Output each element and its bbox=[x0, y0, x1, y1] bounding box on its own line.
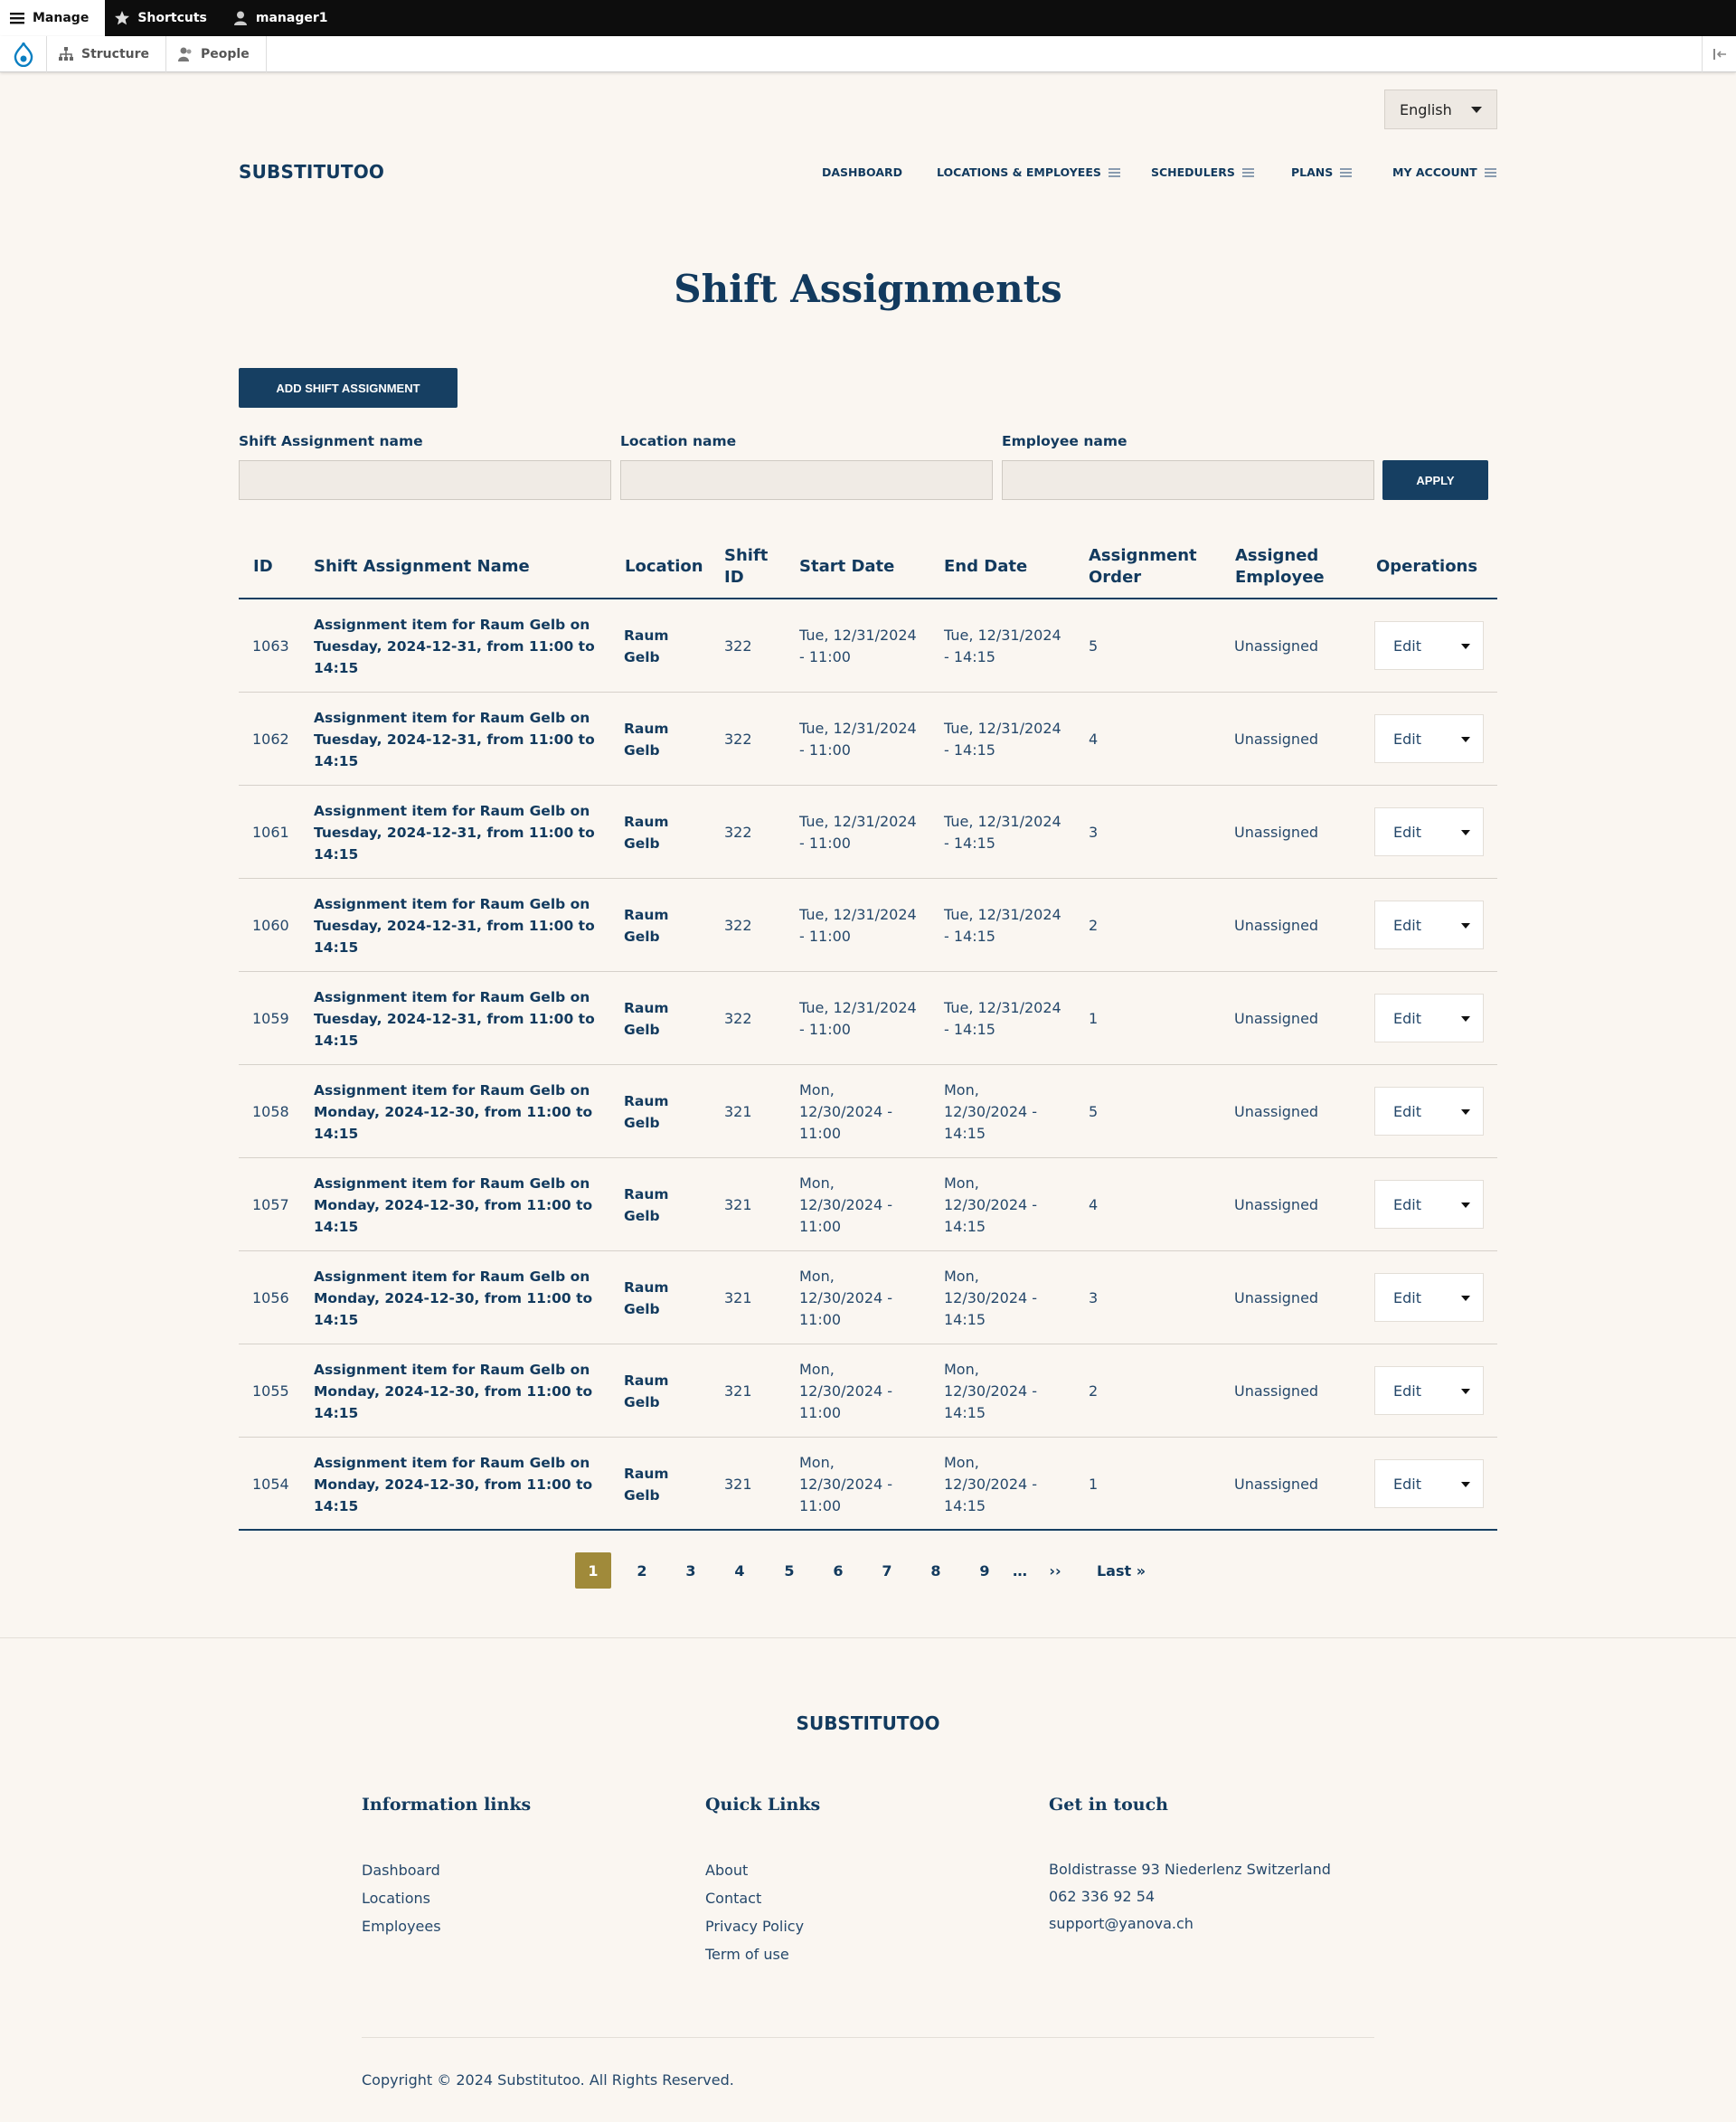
tray-structure-label: Structure bbox=[81, 46, 150, 61]
nav-item-plans[interactable] bbox=[1291, 165, 1352, 179]
cell-id: 1058 bbox=[252, 1102, 289, 1120]
nav-item-locations-employees[interactable] bbox=[937, 165, 1120, 179]
footer-link-locations[interactable]: Locations bbox=[362, 1890, 431, 1907]
footer-link-terms[interactable]: Term of use bbox=[705, 1946, 789, 1963]
nav-label: SCHEDULERS bbox=[1151, 165, 1235, 179]
cell-end-date: Tue, 12/31/2024 - 14:15 bbox=[944, 905, 1061, 945]
cell-id: 1054 bbox=[252, 1475, 289, 1493]
edit-dropbutton[interactable] bbox=[1374, 1180, 1484, 1229]
cell-assignment-order: 5 bbox=[1089, 1102, 1099, 1120]
cell-name[interactable]: Assignment item for Raum Gelb on Tuesday, 2024-12-31, from 11:00 to 14:15 bbox=[314, 709, 595, 769]
cell-end-date: Mon, 12/30/2024 - 14:15 bbox=[944, 1080, 1038, 1142]
language-select-value: English bbox=[1400, 100, 1452, 118]
footer-link-employees[interactable]: Employees bbox=[362, 1918, 441, 1935]
toolbar-shortcuts-label: Shortcuts bbox=[137, 11, 207, 25]
pager-item[interactable]: 4 bbox=[734, 1561, 745, 1580]
edit-dropbutton[interactable] bbox=[1374, 807, 1484, 856]
cell-shift-id: 322 bbox=[724, 1009, 752, 1027]
pager-item[interactable]: 5 bbox=[784, 1561, 795, 1580]
pager-item[interactable]: 2 bbox=[637, 1561, 647, 1580]
pager-ellipsis: … bbox=[1013, 1561, 1027, 1580]
cell-end-date: Mon, 12/30/2024 - 14:15 bbox=[944, 1360, 1038, 1421]
cell-assigned-employee: Unassigned bbox=[1234, 916, 1319, 934]
nav-item-my-account[interactable] bbox=[1392, 165, 1496, 179]
collapse-tray-icon[interactable] bbox=[1702, 36, 1736, 72]
cell-location[interactable]: Raum Gelb bbox=[624, 1278, 669, 1317]
cell-assigned-employee: Unassigned bbox=[1234, 1288, 1319, 1306]
edit-button-label: Edit bbox=[1393, 637, 1421, 655]
table-row bbox=[239, 1251, 1497, 1344]
tray-people-label: People bbox=[201, 46, 250, 61]
user-icon bbox=[232, 10, 249, 26]
edit-button-label: Edit bbox=[1393, 1475, 1421, 1493]
cell-name[interactable]: Assignment item for Raum Gelb on Monday, 2024-12-30, from 11:00 to 14:15 bbox=[314, 1174, 593, 1235]
edit-button-label: Edit bbox=[1393, 1009, 1421, 1027]
cell-location[interactable]: Raum Gelb bbox=[624, 906, 669, 945]
col-location[interactable]: Location bbox=[625, 556, 703, 576]
chevron-down-icon[interactable] bbox=[1461, 830, 1470, 835]
toolbar-manage-label: Manage bbox=[33, 11, 90, 25]
col-name[interactable]: Shift Assignment Name bbox=[314, 556, 530, 576]
footer-link-dashboard[interactable]: Dashboard bbox=[362, 1862, 440, 1879]
nav-label: DASHBOARD bbox=[822, 165, 903, 179]
cell-start-date: Mon, 12/30/2024 - 11:00 bbox=[799, 1267, 893, 1328]
col-start-date[interactable]: Start Date bbox=[799, 556, 895, 576]
cell-assignment-order: 4 bbox=[1089, 730, 1099, 748]
cell-id: 1060 bbox=[252, 916, 289, 934]
cell-id: 1056 bbox=[252, 1288, 289, 1306]
table-body bbox=[239, 599, 1497, 1531]
edit-button-label: Edit bbox=[1393, 730, 1421, 748]
admin-toolbar bbox=[0, 0, 1736, 36]
chevron-down-icon[interactable] bbox=[1461, 1296, 1470, 1301]
edit-button-label: Edit bbox=[1393, 916, 1421, 934]
cell-end-date: Mon, 12/30/2024 - 14:15 bbox=[944, 1174, 1038, 1235]
cell-location[interactable]: Raum Gelb bbox=[624, 999, 669, 1038]
pager-next[interactable]: ›› bbox=[1049, 1561, 1061, 1580]
pager-item[interactable]: 8 bbox=[930, 1561, 941, 1580]
toolbar-user[interactable] bbox=[223, 0, 344, 36]
cell-assigned-employee: Unassigned bbox=[1234, 730, 1319, 748]
submenu-icon[interactable] bbox=[1485, 168, 1496, 177]
nav-label: LOCATIONS & EMPLOYEES bbox=[937, 165, 1101, 179]
cell-start-date: Mon, 12/30/2024 - 11:00 bbox=[799, 1453, 893, 1514]
chevron-down-icon[interactable] bbox=[1461, 1109, 1470, 1115]
edit-button-label: Edit bbox=[1393, 1195, 1421, 1213]
edit-button-label: Edit bbox=[1393, 1102, 1421, 1120]
cell-location[interactable]: Raum Gelb bbox=[624, 813, 669, 852]
tray-people[interactable] bbox=[166, 36, 267, 72]
col-id[interactable]: ID bbox=[253, 556, 273, 576]
cell-id: 1059 bbox=[252, 1009, 289, 1027]
cell-shift-id: 322 bbox=[724, 730, 752, 748]
pager-item[interactable]: 9 bbox=[979, 1561, 990, 1580]
cell-assigned-employee: Unassigned bbox=[1234, 1195, 1319, 1213]
cell-id: 1063 bbox=[252, 637, 289, 655]
drupal-logo-icon[interactable] bbox=[0, 36, 47, 72]
edit-dropbutton[interactable] bbox=[1374, 901, 1484, 949]
table-row bbox=[239, 1438, 1497, 1531]
nav-label: PLANS bbox=[1291, 165, 1334, 179]
edit-button-label: Edit bbox=[1393, 1288, 1421, 1306]
cell-shift-id: 321 bbox=[724, 1382, 752, 1400]
site-logo[interactable]: SUBSTITUTOO bbox=[239, 161, 385, 183]
footer-info-title: Information links bbox=[362, 1795, 532, 1815]
star-icon bbox=[114, 10, 130, 26]
footer-logo[interactable]: SUBSTITUTOO bbox=[796, 1712, 940, 1734]
edit-dropbutton[interactable] bbox=[1374, 1087, 1484, 1136]
edit-dropbutton[interactable] bbox=[1374, 621, 1484, 670]
pager bbox=[0, 1552, 1736, 1589]
edit-dropbutton[interactable] bbox=[1374, 1273, 1484, 1322]
table-row bbox=[239, 1344, 1497, 1438]
filter-name-label: Shift Assignment name bbox=[239, 433, 423, 449]
cell-assignment-order: 1 bbox=[1089, 1009, 1099, 1027]
col-shift-id[interactable]: Shift ID bbox=[724, 545, 769, 587]
page-title: Shift Assignments bbox=[674, 267, 1062, 311]
cell-end-date: Mon, 12/30/2024 - 14:15 bbox=[944, 1453, 1038, 1514]
cell-location[interactable]: Raum Gelb bbox=[624, 1092, 669, 1131]
cell-id: 1055 bbox=[252, 1382, 289, 1400]
cell-assigned-employee: Unassigned bbox=[1234, 1102, 1319, 1120]
tray-structure[interactable] bbox=[47, 36, 166, 72]
edit-button-label: Edit bbox=[1393, 1382, 1421, 1400]
submenu-icon[interactable] bbox=[1242, 168, 1254, 177]
cell-end-date: Tue, 12/31/2024 - 14:15 bbox=[944, 719, 1061, 759]
cell-assignment-order: 2 bbox=[1089, 916, 1099, 934]
table-row bbox=[239, 599, 1497, 693]
cell-start-date: Tue, 12/31/2024 - 11:00 bbox=[799, 812, 917, 852]
cell-name[interactable]: Assignment item for Raum Gelb on Tuesday, 2024-12-31, from 11:00 to 14:15 bbox=[314, 616, 595, 676]
cell-start-date: Mon, 12/30/2024 - 11:00 bbox=[799, 1360, 893, 1421]
filter-location-label: Location name bbox=[620, 433, 737, 449]
chevron-down-icon[interactable] bbox=[1461, 1202, 1470, 1208]
cell-assigned-employee: Unassigned bbox=[1234, 637, 1319, 655]
cell-shift-id: 322 bbox=[724, 916, 752, 934]
chevron-down-icon bbox=[1471, 107, 1482, 113]
cell-start-date: Mon, 12/30/2024 - 11:00 bbox=[799, 1080, 893, 1142]
copyright: Copyright © 2024 Substitutoo. All Rights Reserved. bbox=[362, 2071, 734, 2089]
filter-employee-label: Employee name bbox=[1002, 433, 1127, 449]
table-row bbox=[239, 786, 1497, 879]
shift-assignments-table bbox=[239, 533, 1497, 1531]
cell-assignment-order: 3 bbox=[1089, 1288, 1099, 1306]
cell-start-date: Tue, 12/31/2024 - 11:00 bbox=[799, 998, 917, 1038]
cell-location[interactable]: Raum Gelb bbox=[624, 1372, 669, 1410]
footer-contact-title: Get in touch bbox=[1049, 1795, 1168, 1815]
cell-assigned-employee: Unassigned bbox=[1234, 1475, 1319, 1493]
cell-end-date: Tue, 12/31/2024 - 14:15 bbox=[944, 812, 1061, 852]
cell-end-date: Mon, 12/30/2024 - 14:15 bbox=[944, 1267, 1038, 1328]
cell-shift-id: 322 bbox=[724, 637, 752, 655]
cell-assigned-employee: Unassigned bbox=[1234, 1009, 1319, 1027]
table-row bbox=[239, 1158, 1497, 1251]
toolbar-user-label: manager1 bbox=[255, 11, 328, 25]
edit-dropbutton[interactable] bbox=[1374, 1366, 1484, 1415]
table-row bbox=[239, 1065, 1497, 1158]
filter-employee-input[interactable] bbox=[1002, 460, 1374, 500]
edit-button-label: Edit bbox=[1393, 823, 1421, 841]
people-icon bbox=[177, 46, 193, 62]
footer-divider bbox=[0, 1637, 1736, 1638]
edit-dropbutton[interactable] bbox=[1374, 994, 1484, 1042]
cell-shift-id: 321 bbox=[724, 1288, 752, 1306]
cell-id: 1057 bbox=[252, 1195, 289, 1213]
cell-location[interactable]: Raum Gelb bbox=[624, 1185, 669, 1224]
footer-email[interactable]: support@yanova.ch bbox=[1049, 1915, 1194, 1932]
chevron-down-icon[interactable] bbox=[1461, 737, 1470, 742]
cell-name[interactable]: Assignment item for Raum Gelb on Tuesday, 2024-12-31, from 11:00 to 14:15 bbox=[314, 895, 595, 956]
cell-shift-id: 321 bbox=[724, 1102, 752, 1120]
cell-start-date: Tue, 12/31/2024 - 11:00 bbox=[799, 626, 917, 665]
filter-location-input[interactable] bbox=[620, 460, 993, 500]
chevron-down-icon[interactable] bbox=[1461, 1016, 1470, 1022]
footer-separator bbox=[362, 2037, 1374, 2038]
toolbar-shortcuts[interactable] bbox=[105, 0, 223, 36]
filter-name-input[interactable] bbox=[239, 460, 611, 500]
cell-start-date: Tue, 12/31/2024 - 11:00 bbox=[799, 719, 917, 759]
cell-assigned-employee: Unassigned bbox=[1234, 823, 1319, 841]
footer-address: Boldistrasse 93 Niederlenz Switzerland bbox=[1049, 1861, 1331, 1878]
nav-item-dashboard[interactable] bbox=[822, 165, 902, 179]
col-assignment-order[interactable]: Assignment Order bbox=[1089, 545, 1197, 587]
nav-item-schedulers[interactable] bbox=[1151, 165, 1254, 179]
toolbar-manage[interactable] bbox=[0, 0, 105, 36]
footer-link-privacy[interactable]: Privacy Policy bbox=[705, 1918, 805, 1935]
table-row bbox=[239, 879, 1497, 972]
nav-label: MY ACCOUNT bbox=[1392, 165, 1477, 179]
pager-item[interactable]: 3 bbox=[685, 1561, 696, 1580]
cell-name[interactable]: Assignment item for Raum Gelb on Tuesday, 2024-12-31, from 11:00 to 14:15 bbox=[314, 802, 595, 863]
cell-assignment-order: 3 bbox=[1089, 823, 1099, 841]
pager-item[interactable]: 6 bbox=[833, 1561, 844, 1580]
pager-item-current[interactable]: 1 bbox=[575, 1552, 611, 1589]
cell-assignment-order: 4 bbox=[1089, 1195, 1099, 1213]
submenu-icon[interactable] bbox=[1340, 168, 1352, 177]
cell-shift-id: 321 bbox=[724, 1475, 752, 1493]
cell-assignment-order: 1 bbox=[1089, 1475, 1099, 1493]
table-row bbox=[239, 972, 1497, 1065]
language-select[interactable] bbox=[1384, 90, 1497, 129]
cell-end-date: Tue, 12/31/2024 - 14:15 bbox=[944, 626, 1061, 665]
add-shift-assignment-button[interactable]: ADD SHIFT ASSIGNMENT bbox=[239, 368, 458, 408]
cell-id: 1061 bbox=[252, 823, 289, 841]
cell-id: 1062 bbox=[252, 730, 289, 748]
cell-name[interactable]: Assignment item for Raum Gelb on Monday, 2024-12-30, from 11:00 to 14:15 bbox=[314, 1268, 593, 1328]
chevron-down-icon[interactable] bbox=[1461, 1482, 1470, 1487]
col-assigned-employee[interactable]: Assigned Employee bbox=[1235, 545, 1325, 587]
cell-location[interactable]: Raum Gelb bbox=[624, 627, 669, 665]
cell-shift-id: 322 bbox=[724, 823, 752, 841]
submenu-icon[interactable] bbox=[1109, 168, 1120, 177]
chevron-down-icon[interactable] bbox=[1461, 644, 1470, 649]
col-operations: Operations bbox=[1376, 556, 1478, 576]
table-header bbox=[239, 533, 1497, 599]
footer-phone: 062 336 92 54 bbox=[1049, 1888, 1156, 1905]
edit-dropbutton[interactable] bbox=[1374, 1459, 1484, 1508]
cell-end-date: Tue, 12/31/2024 - 14:15 bbox=[944, 998, 1061, 1038]
pager-last[interactable]: Last » bbox=[1096, 1561, 1146, 1580]
menu-icon bbox=[9, 10, 25, 26]
cell-assignment-order: 5 bbox=[1089, 637, 1099, 655]
footer-quick-title: Quick Links bbox=[705, 1795, 821, 1815]
cell-location[interactable]: Raum Gelb bbox=[624, 1465, 669, 1504]
cell-name[interactable]: Assignment item for Raum Gelb on Tuesday, 2024-12-31, from 11:00 to 14:15 bbox=[314, 988, 595, 1049]
cell-assigned-employee: Unassigned bbox=[1234, 1382, 1319, 1400]
chevron-down-icon[interactable] bbox=[1461, 923, 1470, 929]
cell-name[interactable]: Assignment item for Raum Gelb on Monday, 2024-12-30, from 11:00 to 14:15 bbox=[314, 1361, 593, 1421]
cell-start-date: Tue, 12/31/2024 - 11:00 bbox=[799, 905, 917, 945]
cell-location[interactable]: Raum Gelb bbox=[624, 720, 669, 759]
table-row bbox=[239, 693, 1497, 786]
structure-icon bbox=[58, 46, 74, 62]
footer-link-contact[interactable]: Contact bbox=[705, 1890, 762, 1907]
cell-name[interactable]: Assignment item for Raum Gelb on Monday, 2024-12-30, from 11:00 to 14:15 bbox=[314, 1081, 593, 1142]
cell-shift-id: 321 bbox=[724, 1195, 752, 1213]
col-end-date[interactable]: End Date bbox=[944, 556, 1028, 576]
cell-start-date: Mon, 12/30/2024 - 11:00 bbox=[799, 1174, 893, 1235]
chevron-down-icon[interactable] bbox=[1461, 1389, 1470, 1394]
cell-assignment-order: 2 bbox=[1089, 1382, 1099, 1400]
edit-dropbutton[interactable] bbox=[1374, 714, 1484, 763]
footer-link-about[interactable]: About bbox=[705, 1862, 749, 1879]
admin-tray bbox=[0, 36, 1736, 72]
pager-item[interactable]: 7 bbox=[882, 1561, 892, 1580]
cell-name[interactable]: Assignment item for Raum Gelb on Monday, 2024-12-30, from 11:00 to 14:15 bbox=[314, 1454, 593, 1514]
apply-button[interactable]: APPLY bbox=[1382, 460, 1488, 500]
